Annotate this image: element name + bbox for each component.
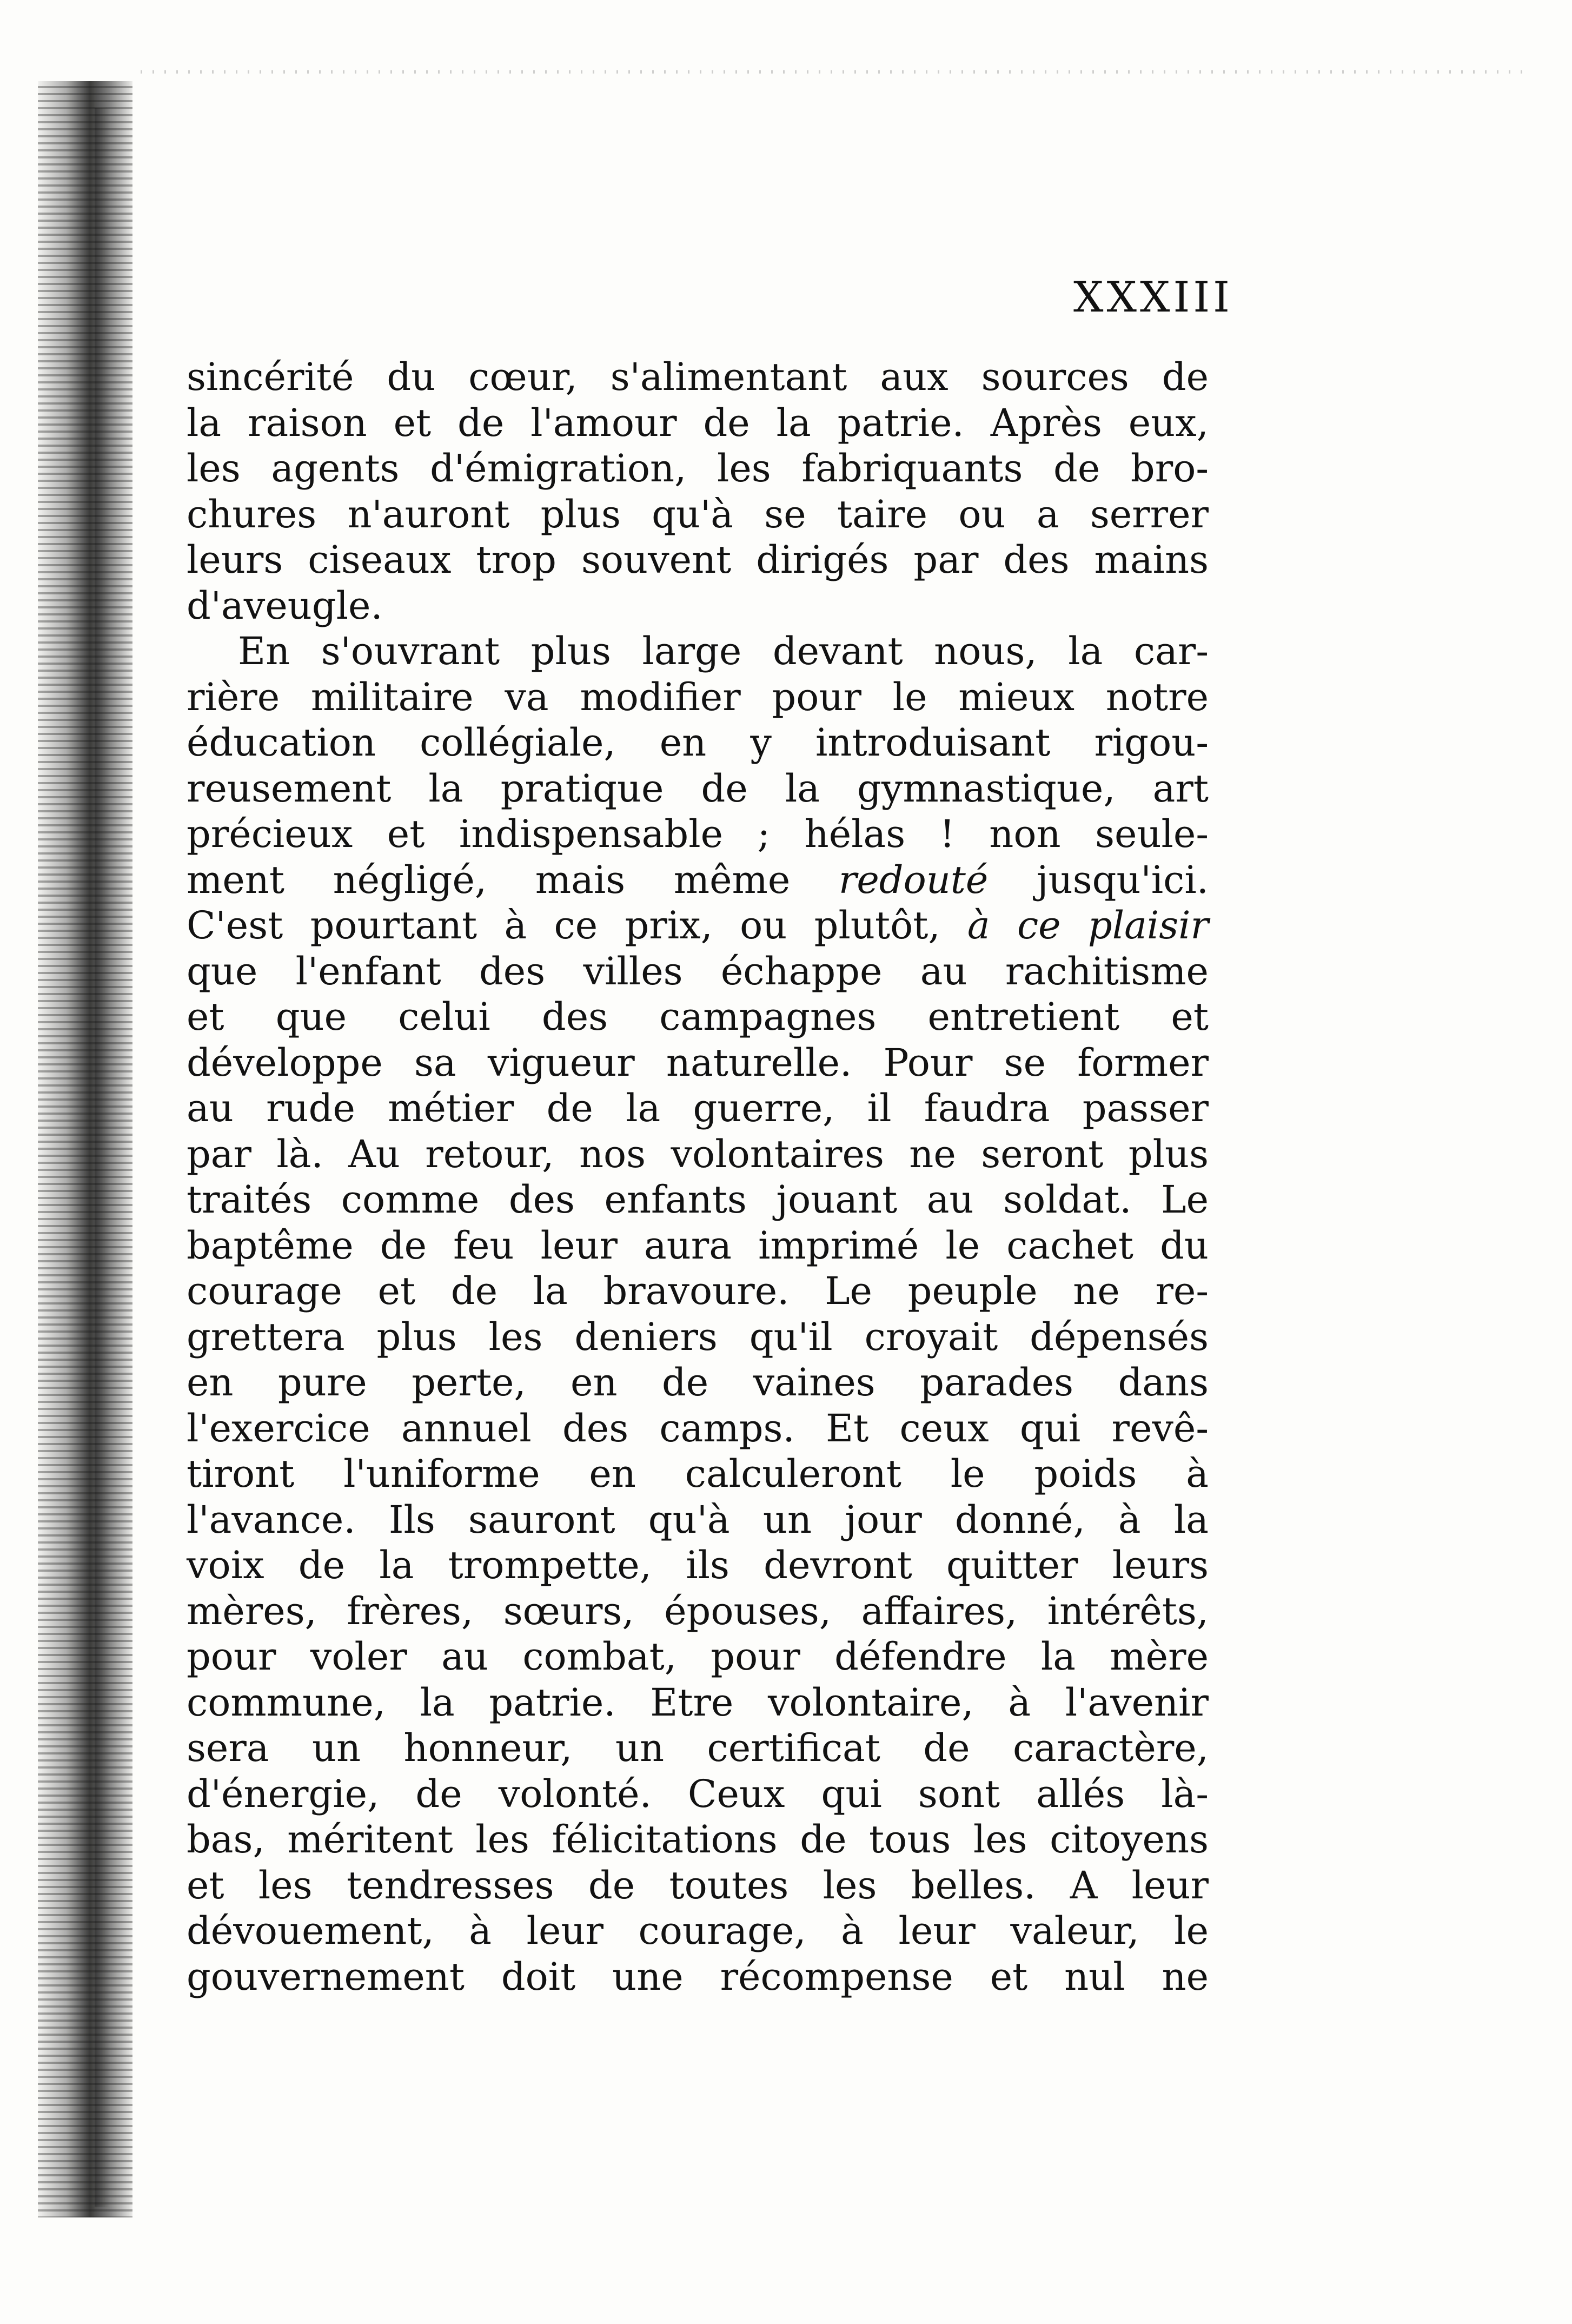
text-line: précieux et indispensable ; hélas ! non seule- <box>187 812 1209 856</box>
text-line: la raison et de l'amour de la patrie. Après eux, <box>187 400 1209 445</box>
scan-speckle <box>141 70 1525 74</box>
text-line: grettera plus les deniers qu'il croyait dépensés <box>187 1314 1209 1359</box>
text-line: commune, la patrie. Etre volontaire, à l'avenir <box>187 1680 1209 1725</box>
binding-edge-shadow <box>38 81 132 2217</box>
italic-word-redoute: redouté <box>838 857 989 902</box>
text-line-with-italic <box>187 857 1209 903</box>
text-line: l'avance. Ils sauront qu'à un jour donné, à la <box>187 1497 1209 1542</box>
text-line: pour voler au combat, pour défendre la mère <box>187 1634 1209 1679</box>
text-line: les agents d'émigration, les fabriquants de bro- <box>187 446 1209 491</box>
text-line: tiront l'uniforme en calculeront le poids à <box>187 1452 1209 1496</box>
line-text-after: jusqu'ici. <box>988 857 1209 902</box>
text-line: d'aveugle. <box>187 583 383 628</box>
text-line: en pure perte, en de vaines parades dans <box>187 1360 1209 1405</box>
binding-edge-gradient <box>95 108 110 2207</box>
text-line: bas, méritent les félicitations de tous les citoyens <box>187 1817 1209 1862</box>
text-line: et que celui des campagnes entretient et <box>187 995 1209 1039</box>
text-line: sincérité du cœur, s'alimentant aux sources de <box>187 355 1209 399</box>
text-line: dévouement, à leur courage, à leur valeur, le <box>187 1909 1209 1953</box>
text-line: d'énergie, de volonté. Ceux qui sont allés là- <box>187 1771 1209 1816</box>
text-line: l'exercice annuel des camps. Et ceux qui revê- <box>187 1406 1209 1451</box>
text-line: mères, frères, sœurs, épouses, affaires, intérêts, <box>187 1588 1209 1633</box>
text-line: traités comme des enfants jouant au soldat. Le <box>187 1177 1209 1222</box>
text-line: reusement la pratique de la gymnastique, art <box>187 766 1209 811</box>
text-line: par là. Au retour, nos volontaires ne seront plus <box>187 1131 1209 1176</box>
italic-phrase-plaisir: à ce plaisir <box>967 903 1209 948</box>
text-line: courage et de la bravoure. Le peuple ne re- <box>187 1269 1209 1313</box>
text-line: gouvernement doit une récompense et nul ne <box>187 1954 1209 1999</box>
text-line: chures n'auront plus qu'à se taire ou a serrer <box>187 492 1209 537</box>
paragraph-first-line: En s'ouvrant plus large devant nous, la car- <box>238 629 1209 673</box>
line-text-before: C'est pourtant à ce prix, ou plutôt, <box>187 903 967 948</box>
text-line: éducation collégiale, en y introduisant rigou- <box>187 720 1209 765</box>
text-line: leurs ciseaux trop souvent dirigés par des mains <box>187 538 1209 582</box>
text-line: et les tendresses de toutes les belles. A leur <box>187 1863 1209 1908</box>
text-line: développe sa vigueur naturelle. Pour se former <box>187 1040 1209 1085</box>
text-line: baptême de feu leur aura imprimé le cachet du <box>187 1223 1209 1268</box>
text-line: rière militaire va modifier pour le mieux notre <box>187 674 1209 719</box>
body-text <box>187 354 1209 1999</box>
page-number: XXXIII <box>1073 273 1233 322</box>
line-text-before: ment négligé, mais même <box>187 857 839 902</box>
text-line: voix de la trompette, ils devront quitter leurs <box>187 1543 1209 1587</box>
text-line: au rude métier de la guerre, il faudra passer <box>187 1086 1209 1130</box>
text-line: sera un honneur, un certificat de caractère, <box>187 1726 1209 1770</box>
text-line: que l'enfant des villes échappe au rachitisme <box>187 949 1209 994</box>
text-line-with-italic <box>187 903 1209 949</box>
